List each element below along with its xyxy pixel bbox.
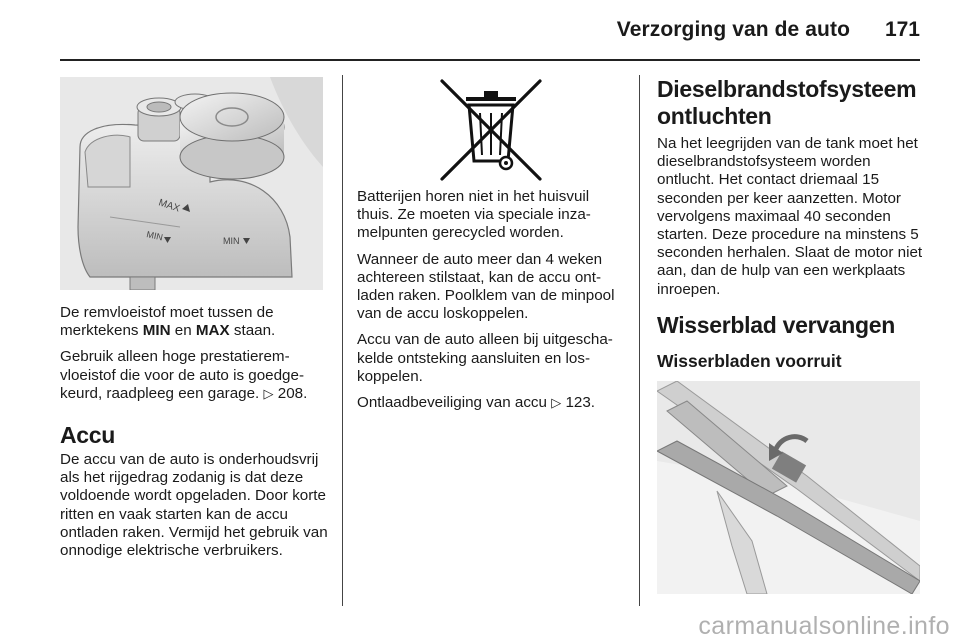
page-reference-icon: ▷ bbox=[263, 385, 274, 401]
min-marking-left: MIN bbox=[145, 229, 164, 243]
windscreen-wiper-subheading: Wisserbladen voorruit bbox=[657, 351, 842, 371]
wiper-blade-photo bbox=[657, 381, 920, 594]
max-marking: MAX bbox=[157, 197, 182, 215]
max-keyword: MAX bbox=[195, 322, 230, 340]
watermark: carmanualsonline.info bbox=[698, 612, 950, 640]
column-divider-left bbox=[342, 75, 343, 606]
diesel-bleeding-heading: Dieselbrandstofsysteem ontluchten bbox=[657, 76, 917, 129]
accu-heading: Accu bbox=[60, 422, 116, 448]
battery-standstill-paragraph: Wanneer de auto meer dan 4 weken achtereen stilstaat, kan de accu ontladen raken. Poolklem van de minpool van de accu loskoppelen. bbox=[357, 250, 615, 323]
wiper-section bbox=[657, 312, 923, 372]
brake-fluid-text bbox=[60, 304, 330, 411]
diesel-bleeding-paragraph: Na het leegrijden van de tank moet het dieselbrandstofsysteem worden ontlucht. Het contact driemaal 15 seconden per keer aanzetten. Motor vervolgens maximaal 40 seconden starten. Deze procedure na minstens 5 seconden herhalen. Slaat de motor niet aan, dan de hulp van een werkplaats inroepen. bbox=[657, 135, 923, 298]
brake-fluid-reservoir-photo bbox=[60, 77, 323, 290]
battery-connect-paragraph: Accu van de auto alleen bij uitgeschakelde ontsteking aansluiten en loskoppelen. bbox=[357, 331, 613, 385]
header-rule bbox=[60, 59, 920, 61]
running-header-title: Verzorging van de auto bbox=[616, 18, 850, 41]
crossed-out-wheelie-bin-icon bbox=[436, 77, 546, 182]
min-keyword: MIN bbox=[142, 322, 171, 340]
brake-fluid-level-paragraph: De remvloeistof moet tussen de merktekens MIN en MAX staan. bbox=[60, 304, 276, 340]
battery-disposal-paragraph: Batterijen horen niet in het huisvuil thuis. Ze moeten via speciale inzamelpunten gerecycled worden. bbox=[357, 188, 591, 242]
column-divider-right bbox=[639, 75, 640, 606]
wiper-replace-heading: Wisserblad vervangen bbox=[657, 312, 895, 338]
brake-fluid-quality-paragraph: Gebruik alleen hoge prestatieremvloeistof die voor de auto is goedgekeurd, raadpleeg een garage. ▷ 208. bbox=[60, 348, 308, 402]
min-marking-right: MIN bbox=[223, 236, 240, 246]
accu-section bbox=[60, 422, 330, 568]
diesel-section bbox=[657, 76, 923, 307]
page-reference-123[interactable]: 123. bbox=[565, 394, 596, 412]
page-reference-icon: ▷ bbox=[551, 395, 562, 411]
page-number: 171 bbox=[884, 18, 920, 41]
battery-discharge-protection-paragraph: Ontlaadbeveiliging van accu ▷ 123. bbox=[357, 394, 596, 412]
battery-text bbox=[357, 188, 619, 420]
page-reference-208[interactable]: 208. bbox=[277, 384, 308, 402]
accu-maintenance-paragraph: De accu van de auto is onderhoudsvrij als het rijgedrag zodanig is dat deze voldoende wordt opgeladen. Door korte ritten en vaak starten kan de accu ontladen raken. Vermijd het gebruik van onnodige elektrische verbruikers. bbox=[60, 451, 328, 560]
